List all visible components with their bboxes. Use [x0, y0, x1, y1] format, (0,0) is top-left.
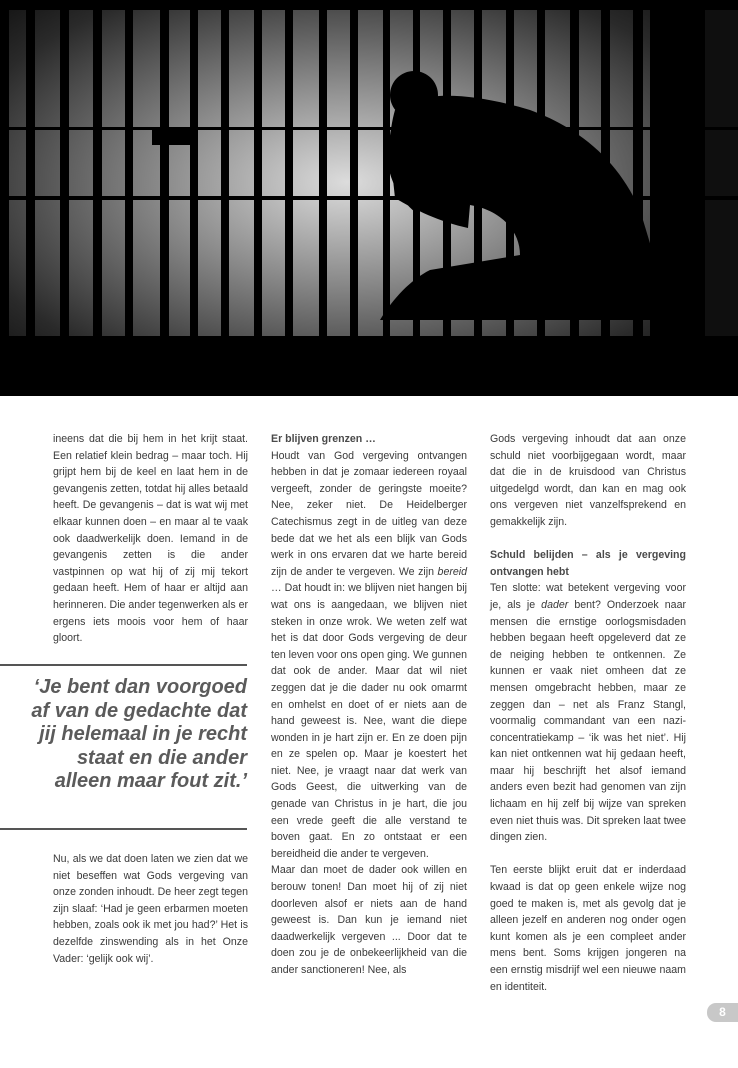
column-3 — [490, 431, 686, 995]
column-1 — [53, 431, 248, 647]
col3-paragraph-1: Gods vergeving inhoudt dat aan onze schuld niet voorbijgegaan wordt, maar dat die in de kruisdood van Christus uitgedelgd wordt, dan kan en mag ook ons vergeven niet vanzelfsprekend en gemakkelijk zijn. — [490, 433, 686, 528]
quote-rule-top — [0, 664, 247, 666]
col1-paragraph-2: Nu, als we dat doen laten we zien dat we niet beseffen wat Gods vergeving van onze zonden inhoudt. De heer zegt tegen zijn slaaf: ‘Had je geen erbarmen moeten hebben, zoals ook ik met jou had?’ Het is dezelfde zinswending als in het Onze Vader: ‘gelijk ook wij’. — [53, 853, 248, 965]
col2-paragraph-1: Houdt van God vergeving ontvangen hebben in dat je zomaar iedereen royaal vergeeft, zonder de geringste moeite? Nee, zeker niet. De Heidelberger Catechismus zegt in de uitleg van deze bede dat we het als een blijk van Gods werk in ons ervaren dat we harte bereid zijn de ander te vergeven. We zijn bereid … Dat houdt in: we blijven niet hangen bij wat ons is aangedaan, we blijven niet steken in onze wrok. We weten zelf wat het is dat door Gods vergeving de deur ten leven voor ons open ging. We gunnen dat ook de ander. Maar dat wil niet zeggen dat je die dader nu ook omarmt en omhelst en doet of er niets aan de hand geweest is. Nee, want die diepe wonden in je hart zijn er. En ze doen pijn en ze spelen op. Maar je koestert het niet. Nee, je vraagt naar dat werk van Gods Geest, die uitwerking van de genade van Christus in je hart, die jou een vrede geeft die alle verstand te boven gaat. En zo ontstaat er een bereidheid die ander te vergeven. — [271, 449, 467, 860]
column-2 — [271, 431, 467, 979]
col3-paragraph-2: Ten slotte: wat betekent vergeving voor je, als je dader bent? Onderzoek naar mensen die ernstige oorlogsmisdaden hebben begaan heeft opgeleverd dat ze de neiging hebben te ontkennen. Ze kunnen er vaak niet omheen dat ze mensen omgebracht hebben, maar ze zeggen dan – net als Franz Stangl, voormalig commandant van een nazi-concentratiekamp – ‘ik was het niet’. Hij kan niet ontkennen wat hij gedaan heeft, maar hij beschrijft het alsof iemand anders even bezit had genomen van zijn lichaam en hij zelf bij wijze van spreken even niet thuis was. Dit spreken laat twee dingen zien. — [490, 582, 686, 844]
col2-paragraph-2: Maar dan moet de dader ook willen en berouw tonen! Dan moet hij of zij niet doorleven alsof er niets aan de hand geweest is. Dan kun je iemand niet daadwerkelijk vergeven ... Door dat te doen zou je de onbekeerlijkheid van die ander sanctioneren! Nee, als — [271, 864, 467, 976]
col3-paragraph-3: Ten eerste blijkt eruit dat er inderdaad kwaad is dat op geen enkele wijze nog goed te maken is, met als gevolg dat je alleen jezelf en anderen nog onder ogen kunt komen als je een compleet ander mens bent. Soms krijgen jongeren na een ernstig misdrijf wel een nieuwe naam en identiteit. — [490, 864, 686, 993]
pull-quote: ‘Je bent dan voorgoed af van de gedachte dat jij helemaal in je recht staat en die ander alleen maar fout zit.’ — [31, 676, 247, 793]
column-1-continued — [53, 851, 248, 967]
col1-paragraph-1: ineens dat die bij hem in het krijt staat. Een relatief klein bedrag – maar toch. Hij grijpt hem bij de keel en laat hem in de gevangenis zetten, totdat hij alles betaald heeft. De gevangenis – dat is wat wij met elkaar kunnen doen – en maar al te vaak ook daadwerkelijk doen. Iemand in de gevangenis zetten is die ander vastpinnen op wat hij of zij mij tekort gedaan heeft. Hem of haar er altijd aan herinneren. Die ander tegenwerken als er ergens iets moois voor hem of haar gloort. — [53, 433, 248, 645]
page-number: 8 — [707, 1003, 738, 1022]
quote-rule-bottom — [0, 828, 247, 830]
section-heading-schuld: Schuld belijden – als je vergeving ontvangen hebt — [490, 549, 686, 578]
hero-image — [0, 0, 738, 396]
prison-cell-illustration — [0, 0, 738, 396]
section-heading-grenzen: Er blijven grenzen … — [271, 433, 376, 445]
